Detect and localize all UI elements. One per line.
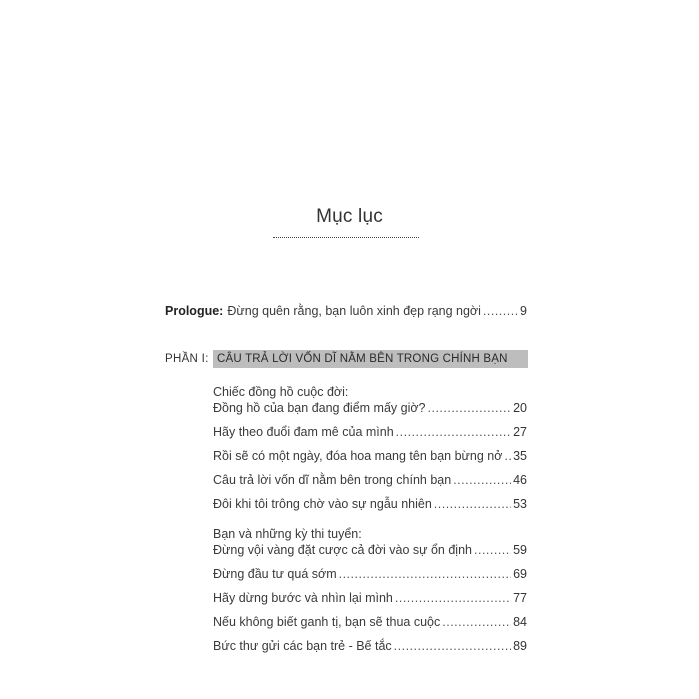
- toc-entry[interactable]: [213, 567, 527, 591]
- toc-list: [213, 385, 527, 663]
- prologue-text: Đừng quên rằng, bạn luôn xinh đẹp rạng ngời: [227, 304, 481, 318]
- dot-leader: [474, 543, 511, 557]
- toc-entry[interactable]: [213, 425, 527, 449]
- prologue-label: Prologue:: [165, 304, 224, 318]
- dot-leader: [395, 591, 511, 605]
- toc-entry[interactable]: [213, 497, 527, 521]
- toc-entry-text: Đừng vội vàng đặt cược cả đời vào sự ổn định: [213, 543, 472, 557]
- toc-entry[interactable]: [213, 639, 527, 663]
- toc-entry-text: Bức thư gửi các bạn trẻ - Bế tắc: [213, 639, 392, 653]
- dot-leader: [394, 639, 511, 653]
- toc-entry[interactable]: [213, 449, 527, 473]
- dot-leader: [483, 304, 518, 318]
- toc-entry-page-number: 46: [513, 473, 527, 487]
- prologue-page-number: 9: [520, 304, 527, 318]
- toc-entry-page-number: 20: [513, 401, 527, 415]
- toc-entry[interactable]: [213, 385, 527, 419]
- toc-entry-page-number: 27: [513, 425, 527, 439]
- toc-entry-text: Nếu không biết ganh tị, bạn sẽ thua cuộc: [213, 615, 441, 629]
- toc-entry[interactable]: [213, 527, 527, 561]
- part-header: [165, 350, 528, 368]
- dot-leader: [434, 497, 511, 511]
- toc-entry-text: Câu trả lời vốn dĩ nằm bên trong chính bạn: [213, 473, 452, 487]
- dot-leader: [396, 425, 511, 439]
- toc-entry-text: Rồi sẽ có một ngày, đóa hoa mang tên bạn bừng nở: [213, 449, 503, 463]
- toc-entry-page-number: 59: [513, 543, 527, 557]
- dot-leader: [442, 615, 511, 629]
- toc-entry-heading: Chiếc đồng hồ cuộc đời:: [213, 385, 349, 399]
- part-label: PHẦN I:: [165, 353, 209, 365]
- prologue-entry[interactable]: [165, 304, 527, 318]
- toc-entry[interactable]: [213, 473, 527, 497]
- dot-leader: [453, 473, 511, 487]
- toc-entry-text: Đừng đầu tư quá sớm: [213, 567, 337, 581]
- part-title-bar: CÂU TRẢ LỜI VỐN DĨ NẰM BÊN TRONG CHÍNH BẠN: [213, 350, 528, 368]
- toc-entry-page-number: 77: [513, 591, 527, 605]
- toc-entry-page-number: 53: [513, 497, 527, 511]
- toc-entry-heading: Bạn và những kỳ thi tuyển:: [213, 527, 362, 541]
- toc-entry-page-number: 69: [513, 567, 527, 581]
- dot-leader: [339, 567, 511, 581]
- title-dotted-rule: [273, 237, 419, 238]
- toc-entry-text: Đôi khi tôi trông chờ vào sự ngẫu nhiên: [213, 497, 432, 511]
- dot-leader: [428, 401, 512, 415]
- toc-entry-page-number: 84: [513, 615, 527, 629]
- toc-entry-text: Đồng hồ của bạn đang điểm mấy giờ?: [213, 401, 426, 415]
- toc-entry-page-number: 35: [513, 449, 527, 463]
- toc-entry[interactable]: [213, 615, 527, 639]
- dot-leader: [504, 449, 511, 463]
- toc-entry-text: Hãy dừng bước và nhìn lại mình: [213, 591, 393, 605]
- toc-entry-page-number: 89: [513, 639, 527, 653]
- page-title: Mục lục: [316, 206, 383, 227]
- toc-entry-text: Hãy theo đuổi đam mê của mình: [213, 425, 394, 439]
- toc-entry[interactable]: [213, 591, 527, 615]
